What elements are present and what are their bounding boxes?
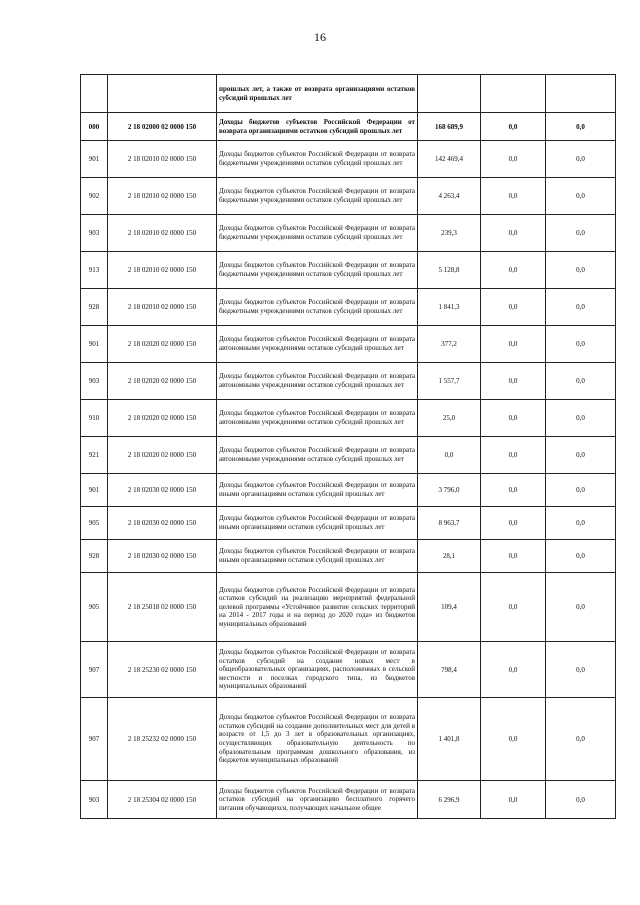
table-row — [81, 507, 616, 540]
budget-code-cell: 2 18 02010 02 0000 150 — [108, 289, 217, 326]
amount-cell: 5 128,8 — [418, 252, 481, 289]
amount-cell — [418, 75, 481, 113]
amount-cell: 0,0 — [481, 698, 546, 781]
revenue-name-cell: Доходы бюджетов субъектов Российской Федерации от возврата автономными учреждениями остатков субсидий прошлых лет — [217, 400, 418, 437]
amount-cell: 0,0 — [546, 252, 616, 289]
revenue-table — [80, 74, 616, 819]
amount-cell: 0,0 — [546, 215, 616, 252]
admin-code-cell: 928 — [81, 540, 108, 573]
budget-code-cell — [108, 75, 217, 113]
budget-code-cell: 2 18 02010 02 0000 150 — [108, 215, 217, 252]
amount-cell: 0,0 — [546, 474, 616, 507]
admin-code-cell: 907 — [81, 698, 108, 781]
admin-code-cell: 901 — [81, 141, 108, 178]
table-row — [81, 289, 616, 326]
amount-cell: 0,0 — [481, 113, 546, 141]
amount-cell: 1 401,8 — [418, 698, 481, 781]
admin-code-cell: 903 — [81, 363, 108, 400]
budget-code-cell: 2 18 02020 02 0000 150 — [108, 437, 217, 474]
amount-cell: 0,0 — [546, 141, 616, 178]
amount-cell: 377,2 — [418, 326, 481, 363]
amount-cell: 25,0 — [418, 400, 481, 437]
amount-cell: 0,0 — [546, 363, 616, 400]
amount-cell: 6 296,9 — [418, 781, 481, 819]
amount-cell: 8 963,7 — [418, 507, 481, 540]
amount-cell: 168 689,9 — [418, 113, 481, 141]
amount-cell: 0,0 — [546, 642, 616, 698]
budget-code-cell: 2 18 02020 02 0000 150 — [108, 400, 217, 437]
budget-code-cell: 2 18 02020 02 0000 150 — [108, 363, 217, 400]
admin-code-cell: 901 — [81, 326, 108, 363]
amount-cell: 0,0 — [546, 113, 616, 141]
amount-cell: 28,1 — [418, 540, 481, 573]
table-row — [81, 113, 616, 141]
amount-cell: 0,0 — [481, 573, 546, 642]
amount-cell: 0,0 — [418, 437, 481, 474]
revenue-name-cell: Доходы бюджетов субъектов Российской Федерации от возврата иными организациями остатков субсидий прошлых лет — [217, 507, 418, 540]
table-row — [81, 474, 616, 507]
amount-cell: 0,0 — [481, 215, 546, 252]
table-row — [81, 75, 616, 113]
table-row — [81, 141, 616, 178]
amount-cell: 0,0 — [481, 642, 546, 698]
revenue-name-cell: Доходы бюджетов субъектов Российской Федерации от возврата бюджетными учреждениями остатков субсидий прошлых лет — [217, 141, 418, 178]
page-number: 16 — [314, 30, 326, 44]
budget-code-cell: 2 18 02010 02 0000 150 — [108, 252, 217, 289]
revenue-name-cell: Доходы бюджетов субъектов Российской Федерации от возврата бюджетными учреждениями остатков субсидий прошлых лет — [217, 178, 418, 215]
amount-cell: 4 263,4 — [418, 178, 481, 215]
admin-code-cell: 905 — [81, 507, 108, 540]
amount-cell: 0,0 — [481, 363, 546, 400]
table-row — [81, 400, 616, 437]
amount-cell: 798,4 — [418, 642, 481, 698]
amount-cell: 0,0 — [481, 141, 546, 178]
amount-cell: 0,0 — [546, 178, 616, 215]
budget-code-cell: 2 18 25018 02 0000 150 — [108, 573, 217, 642]
table-row — [81, 698, 616, 781]
admin-code-cell: 928 — [81, 289, 108, 326]
table-row — [81, 781, 616, 819]
revenue-name-cell: Доходы бюджетов субъектов Российской Федерации от возврата остатков субсидий на организацию бесплатного горячего питания обучающихся, получающих начальное общее — [217, 781, 418, 819]
amount-cell: 3 796,0 — [418, 474, 481, 507]
amount-cell: 0,0 — [481, 474, 546, 507]
amount-cell: 1 841,3 — [418, 289, 481, 326]
revenue-name-cell: Доходы бюджетов субъектов Российской Федерации от возврата остатков субсидий на создание дополнительных мест для детей в возрасте от 1,5 до 3 лет в образовательных организациях, осуществляющих образовательную деятельность по образовательным программам дошкольного образования, из бюджетов муниципальных образований — [217, 698, 418, 781]
revenue-name-cell: прошлых лет, а также от возврата организациями остатков субсидий прошлых лет — [217, 75, 418, 113]
revenue-name-cell: Доходы бюджетов субъектов Российской Федерации от возврата организациями остатков субсидий прошлых лет — [217, 113, 418, 141]
revenue-name-cell: Доходы бюджетов субъектов Российской Федерации от возврата остатков субсидий на реализацию мероприятий федеральной целевой программы «Устойчивое развитие сельских территорий на 2014 - 2017 годы и на период до 2020 года» из бюджетов муниципальных образований — [217, 573, 418, 642]
budget-code-cell: 2 18 02000 02 0000 150 — [108, 113, 217, 141]
budget-code-cell: 2 18 02030 02 0000 150 — [108, 474, 217, 507]
amount-cell: 0,0 — [546, 781, 616, 819]
revenue-name-cell: Доходы бюджетов субъектов Российской Федерации от возврата остатков субсидий на создание новых мест в общеобразовательных организациях, расположенных в сельской местности и поселках городского типа, из бюджетов муниципальных образований — [217, 642, 418, 698]
admin-code-cell: 000 — [81, 113, 108, 141]
admin-code-cell — [81, 75, 108, 113]
amount-cell: 0,0 — [481, 400, 546, 437]
amount-cell: 0,0 — [481, 178, 546, 215]
revenue-name-cell: Доходы бюджетов субъектов Российской Федерации от возврата бюджетными учреждениями остатков субсидий прошлых лет — [217, 289, 418, 326]
revenue-name-cell: Доходы бюджетов субъектов Российской Федерации от возврата автономными учреждениями остатков субсидий прошлых лет — [217, 326, 418, 363]
table-row — [81, 326, 616, 363]
admin-code-cell: 902 — [81, 178, 108, 215]
admin-code-cell: 905 — [81, 573, 108, 642]
table-row — [81, 573, 616, 642]
amount-cell: 1 557,7 — [418, 363, 481, 400]
amount-cell: 0,0 — [546, 400, 616, 437]
amount-cell: 0,0 — [481, 252, 546, 289]
amount-cell: 0,0 — [546, 507, 616, 540]
table-row — [81, 437, 616, 474]
budget-code-cell: 2 18 02020 02 0000 150 — [108, 326, 217, 363]
revenue-name-cell: Доходы бюджетов субъектов Российской Федерации от возврата бюджетными учреждениями остатков субсидий прошлых лет — [217, 215, 418, 252]
table-row — [81, 540, 616, 573]
admin-code-cell: 907 — [81, 642, 108, 698]
admin-code-cell: 913 — [81, 252, 108, 289]
revenue-name-cell: Доходы бюджетов субъектов Российской Федерации от возврата автономными учреждениями остатков субсидий прошлых лет — [217, 363, 418, 400]
amount-cell: 109,4 — [418, 573, 481, 642]
revenue-name-cell: Доходы бюджетов субъектов Российской Федерации от возврата иными организациями остатков субсидий прошлых лет — [217, 540, 418, 573]
admin-code-cell: 903 — [81, 781, 108, 819]
admin-code-cell: 901 — [81, 474, 108, 507]
table-row — [81, 642, 616, 698]
amount-cell: 0,0 — [546, 698, 616, 781]
table-row — [81, 252, 616, 289]
amount-cell: 0,0 — [481, 437, 546, 474]
amount-cell — [481, 75, 546, 113]
admin-code-cell: 910 — [81, 400, 108, 437]
budget-code-cell: 2 18 02010 02 0000 150 — [108, 141, 217, 178]
amount-cell — [546, 75, 616, 113]
table-row — [81, 363, 616, 400]
amount-cell: 0,0 — [481, 507, 546, 540]
table-row — [81, 215, 616, 252]
admin-code-cell: 903 — [81, 215, 108, 252]
admin-code-cell: 921 — [81, 437, 108, 474]
budget-code-cell: 2 18 25230 02 0000 150 — [108, 642, 217, 698]
amount-cell: 0,0 — [481, 781, 546, 819]
amount-cell: 0,0 — [481, 540, 546, 573]
amount-cell: 0,0 — [481, 326, 546, 363]
budget-code-cell: 2 18 25232 02 0000 150 — [108, 698, 217, 781]
amount-cell: 239,3 — [418, 215, 481, 252]
amount-cell: 142 469,4 — [418, 141, 481, 178]
revenue-name-cell: Доходы бюджетов субъектов Российской Федерации от возврата бюджетными учреждениями остатков субсидий прошлых лет — [217, 252, 418, 289]
amount-cell: 0,0 — [546, 289, 616, 326]
amount-cell: 0,0 — [546, 540, 616, 573]
amount-cell: 0,0 — [546, 326, 616, 363]
revenue-name-cell: Доходы бюджетов субъектов Российской Федерации от возврата автономными учреждениями остатков субсидий прошлых лет — [217, 437, 418, 474]
table-row — [81, 178, 616, 215]
amount-cell: 0,0 — [546, 437, 616, 474]
amount-cell: 0,0 — [546, 573, 616, 642]
budget-code-cell: 2 18 02030 02 0000 150 — [108, 507, 217, 540]
budget-code-cell: 2 18 25304 02 0000 150 — [108, 781, 217, 819]
amount-cell: 0,0 — [481, 289, 546, 326]
budget-code-cell: 2 18 02030 02 0000 150 — [108, 540, 217, 573]
budget-code-cell: 2 18 02010 02 0000 150 — [108, 178, 217, 215]
revenue-name-cell: Доходы бюджетов субъектов Российской Федерации от возврата иными организациями остатков субсидий прошлых лет — [217, 474, 418, 507]
